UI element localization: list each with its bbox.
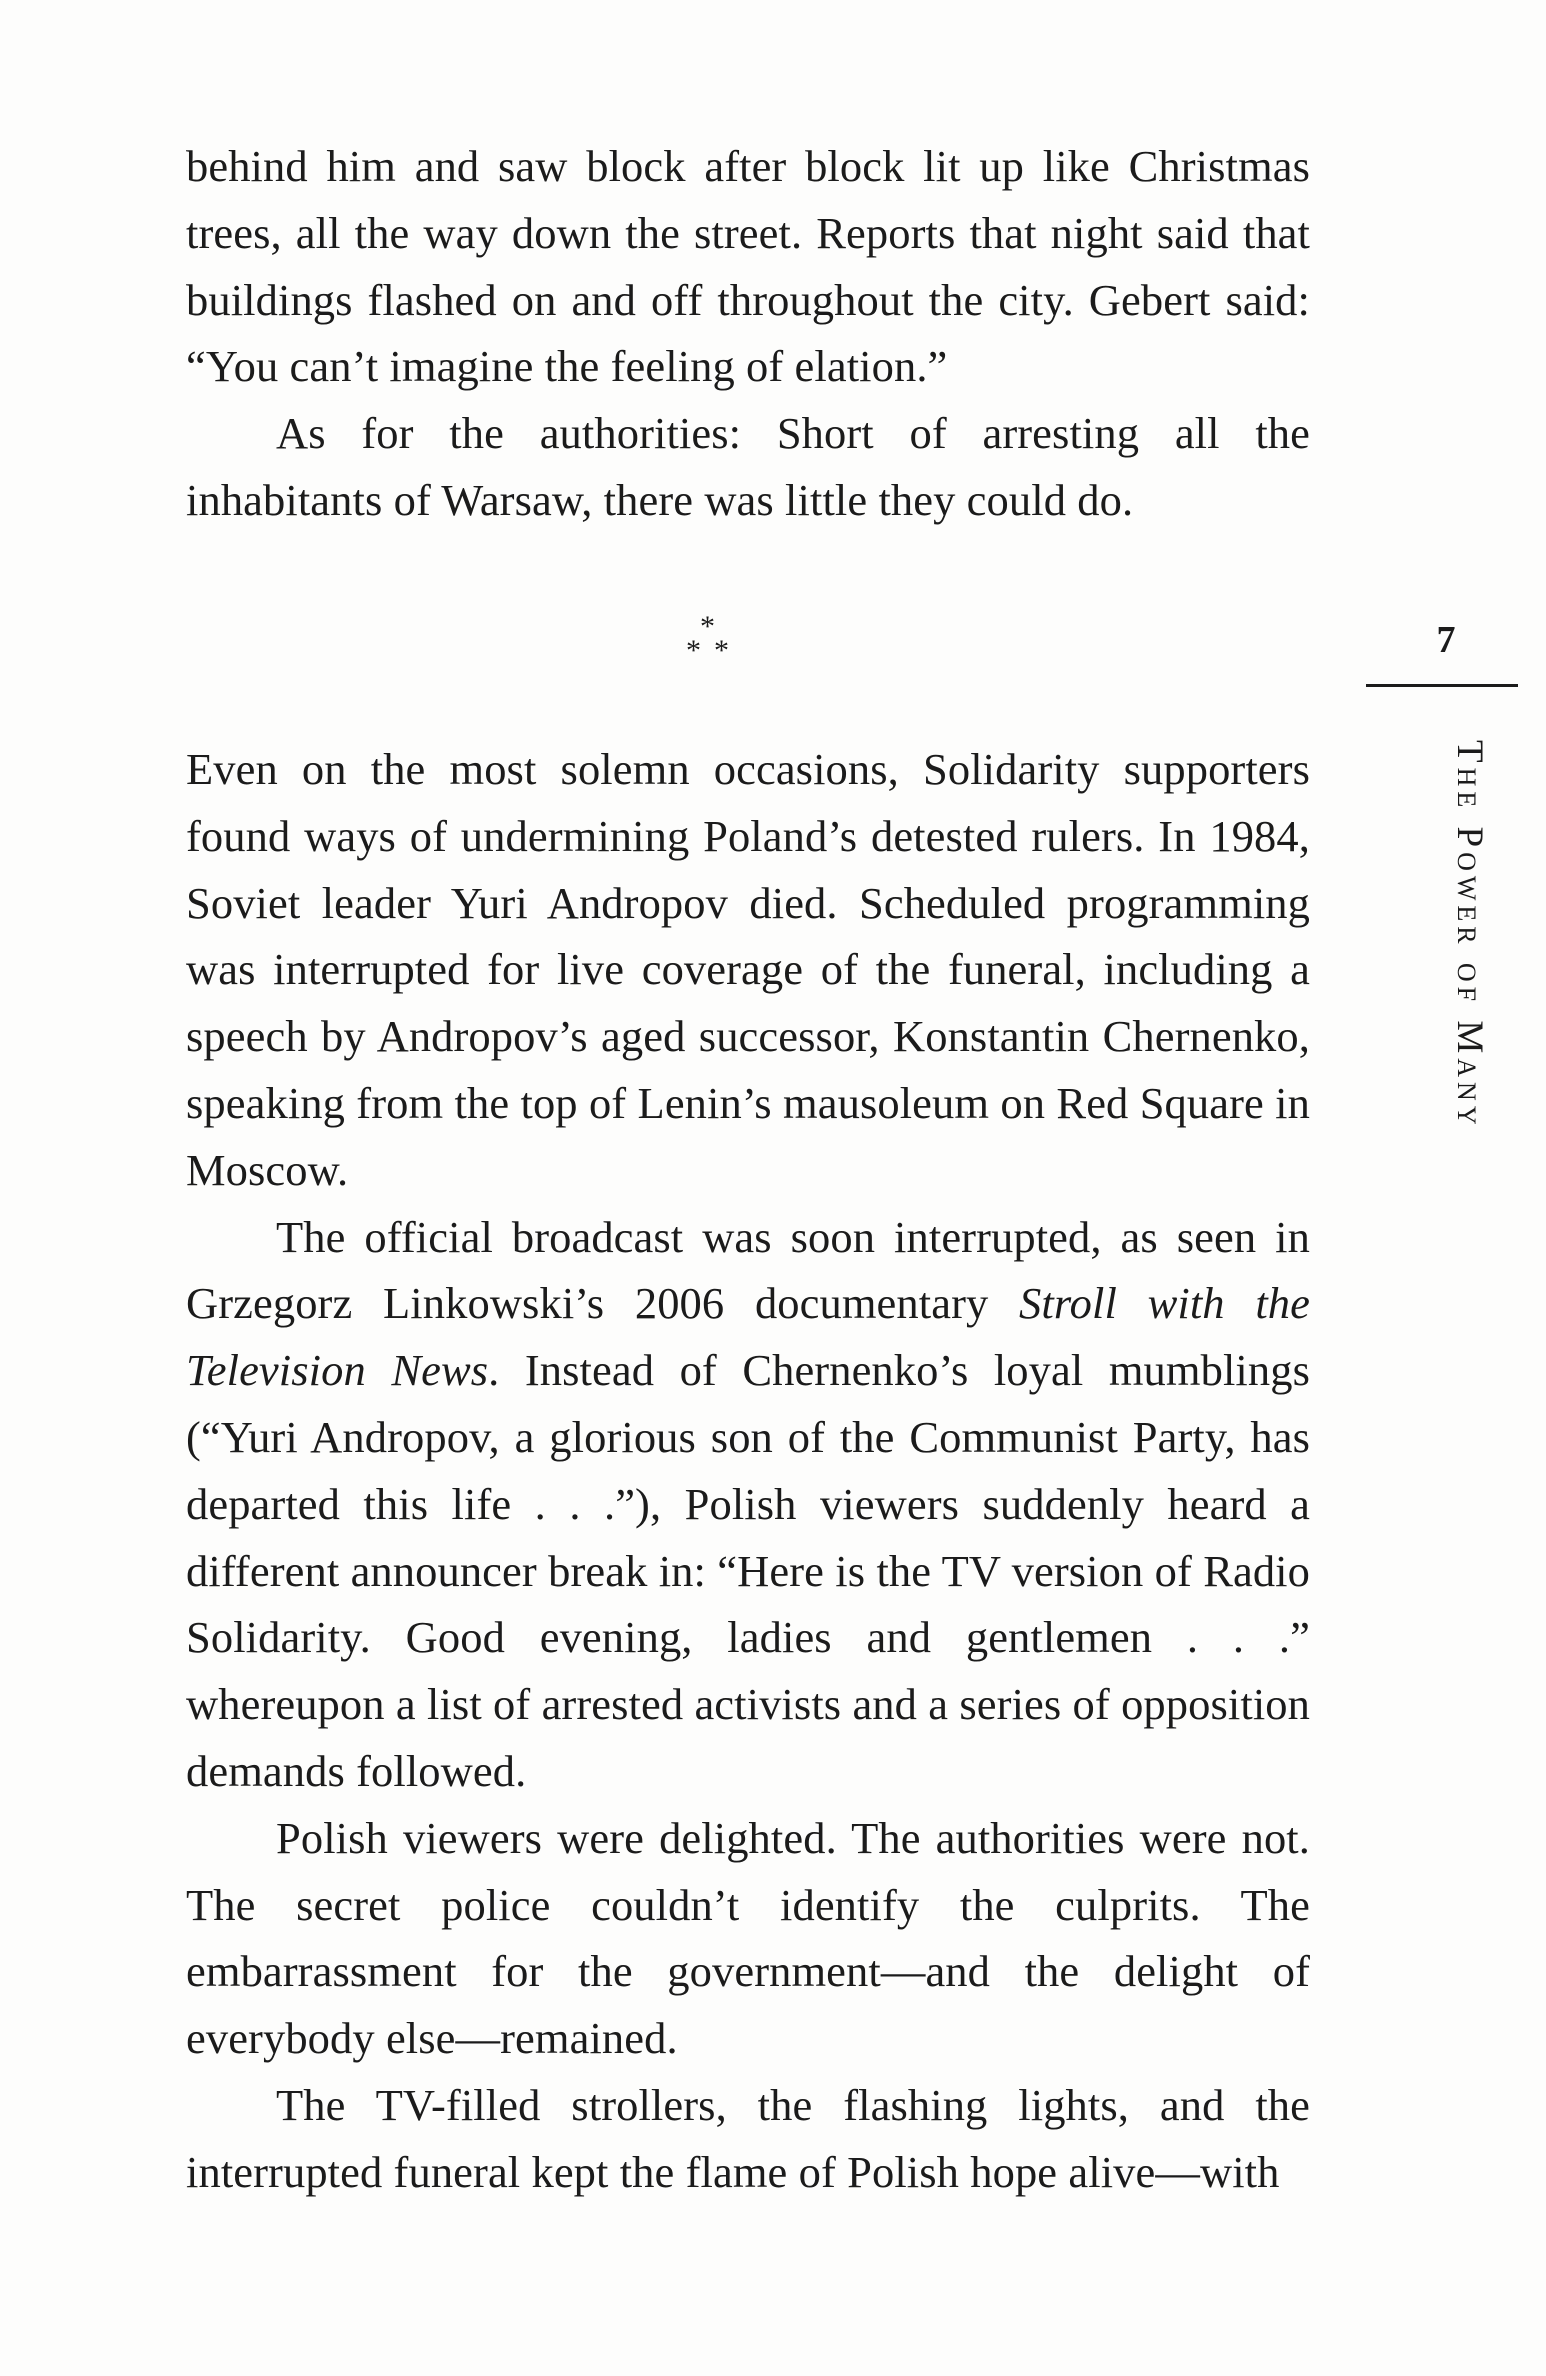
asterisk: *	[700, 610, 715, 643]
text-block-top	[186, 133, 1310, 534]
paragraph: As for the authorities: Short of arresting all the inhabitants of Warsaw, there was little they could do.	[186, 408, 1310, 525]
paragraph: behind him and saw block after block lit up like Christmas trees, all the way down the street. Reports that night said that buildings flashed on and off throughout the city. Gebert said: “You can’t imagine the feeling of elation.”	[186, 141, 1310, 392]
paragraph-with-title	[186, 1204, 1310, 1805]
page-number: 7	[1436, 619, 1456, 661]
paragraph-text: The official broadcast was soon interrupted, as seen in Grzegorz Linkowski’s 2006 documentary	[186, 1211, 1310, 1329]
running-head: The Power of Many	[1449, 740, 1490, 1130]
asterisk: *	[686, 634, 701, 667]
asterisk: *	[714, 634, 729, 667]
paragraph: The TV-filled strollers, the flashing lights, and the interrupted funeral kept the flame of Polish hope alive—with	[186, 2079, 1310, 2197]
section-break-asterism	[676, 612, 750, 668]
text-block-main	[186, 736, 1310, 2206]
paragraph-text: . Instead of Chernenko’s loyal mumblings (“Yuri Andropov, a glorious son of the Communist Party, has departed this life . . .”), Polish viewers suddenly heard a different announcer break in: “Here is the TV version of Radio Solidarity. Good evening, ladies and gentlemen . . .” whereupon a list of arrested activists and a series of opposition demands followed.	[186, 1345, 1310, 1796]
documentary-title: Stroll with the Television News	[186, 1278, 1311, 1396]
paragraph: Polish viewers were delighted. The authorities were not. The secret police couldn’t identify the culprits. The embarrassment for the government—and the delight of everybody else—remained.	[186, 1812, 1310, 2064]
paragraph: Even on the most solemn occasions, Solidarity supporters found ways of undermining Poland’s detested rulers. In 1984, Soviet leader Yuri Andropov died. Scheduled programming was interrupted for live coverage of the funeral, including a speech by Andropov’s aged successor, Konstantin Chernenko, speaking from the top of Lenin’s mausoleum on Red Square in Moscow.	[186, 744, 1310, 1195]
margin-rule	[1366, 684, 1518, 687]
